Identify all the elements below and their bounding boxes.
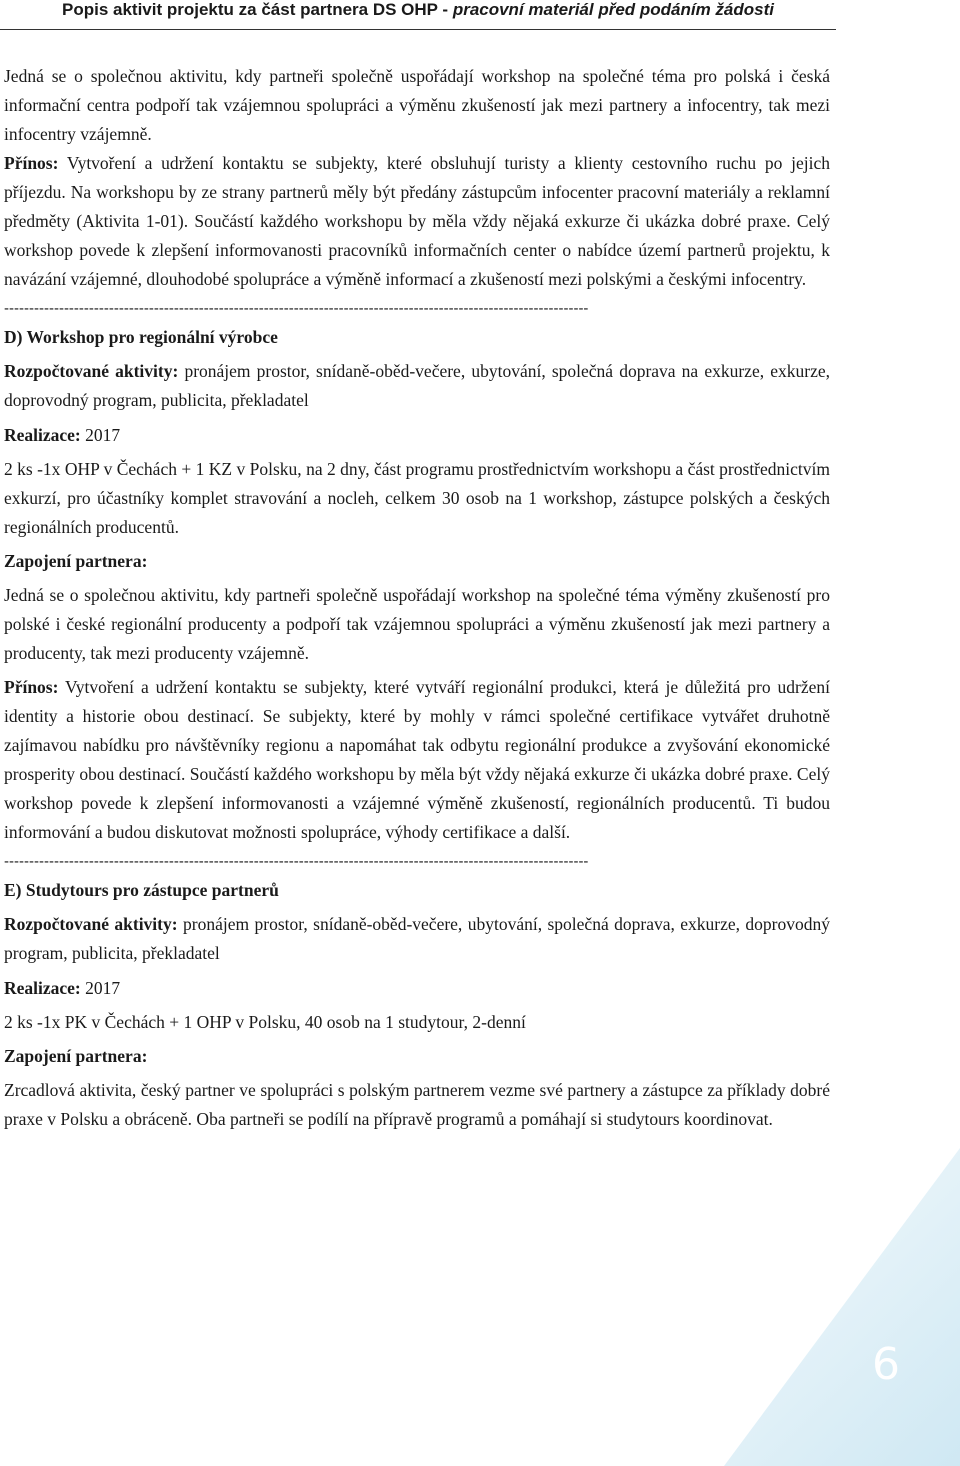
budget-label: Rozpočtované aktivity: bbox=[4, 361, 179, 381]
section-e-budget bbox=[4, 910, 830, 968]
section-d-title: D) Workshop pro regionální výrobce bbox=[4, 327, 278, 347]
section-d-zapojeni-text: Jedná se o společnou aktivitu, kdy partneři společně uspořádají workshop na společné téma výměny zkušeností pro polské i české regionální producenty a podpoří tak vzájemnou spolupráci a výměnu zkušeností jak mezi partnery a producenty, tak mezi producenty vzájemně. bbox=[4, 585, 830, 663]
section-d-realizace bbox=[4, 421, 830, 450]
realizace-label: Realizace: bbox=[4, 978, 81, 998]
page-header bbox=[0, 0, 836, 30]
section-e-realizace bbox=[4, 974, 830, 1003]
realizace-label: Realizace: bbox=[4, 425, 81, 445]
section-d-scope: 2 ks -1x OHP v Čechách + 1 KZ v Polsku, na 2 dny, část programu prostřednictvím workshopu a část prostřednictvím exkurzí, pro účastníky komplet stravování a nocleh, celkem 30 osob na 1 workshop, zástupce polských a českých regionálních producentů. bbox=[4, 459, 830, 537]
section-e-zapojeni-label: Zapojení partnera: bbox=[4, 1046, 148, 1066]
section-e-zapojeni-text: Zrcadlová aktivita, český partner ve spolupráci s polským partnerem vezme své partnery a zástupce za příklady dobré praxe v Polsku a obráceně. Oba partneři se podílí na přípravě programů a pomáhají si studytours koordinovat. bbox=[4, 1080, 830, 1129]
header-subtitle: pracovní materiál před podáním žádosti bbox=[452, 0, 774, 19]
section-separator: --------------------------------------------------------------------------------------------------------------------- bbox=[4, 853, 589, 870]
intro-paragraph: Jedná se o společnou aktivitu, kdy partneři společně uspořádají workshop na společné téma pro polská i česká informační centra podpoří tak vzájemnou spolupráci a výměnu zkušeností jak mezi partnery a infocentry, tak mezi infocentry vzájemně. bbox=[4, 66, 830, 144]
budget-label: Rozpočtované aktivity: bbox=[4, 914, 178, 934]
prinos-text: Vytvoření a udržení kontaktu se subjekty, které vytváří regionální produkci, která je důležitá pro udržení identity a historie obou destinací. Se subjekty, které by mohly v rámci společné certifikace vytvářet druhotně zajímavou nabídku pro návštěvníky regionu a napomáhat tak odbytu regionální produkce a zvyšování ekonomické prosperity obou destinací. Součástí každého workshopu by měla být vždy nějaká exkurze či ukázka dobré praxe. Celý workshop povede k zlepšení informovanosti a vzájemné výměně zkušeností, regionálních producentů. Ti budou informování a budou diskutovat možnosti spolupráce, výhody certifikace a další. bbox=[4, 677, 830, 842]
section-separator: --------------------------------------------------------------------------------------------------------------------- bbox=[4, 300, 589, 317]
realizace-value: 2017 bbox=[80, 425, 121, 445]
header-title: Popis aktivit projektu za část partnera DS OHP - bbox=[62, 0, 453, 19]
intro-prinos-paragraph bbox=[4, 149, 830, 294]
section-d-prinos bbox=[4, 673, 830, 847]
section-e-title: E) Studytours pro zástupce partnerů bbox=[4, 880, 279, 900]
section-d-zapojeni-label: Zapojení partnera: bbox=[4, 551, 148, 571]
budget-text: pronájem prostor, snídaně-oběd-večere, ubytování, společná doprava, exkurze, doprovodný program, publicita, překladatel bbox=[4, 914, 830, 963]
budget-text: pronájem prostor, snídaně-oběd-večere, ubytování, společná doprava na exkurze, exkurze, doprovodný program, publicita, překladatel bbox=[4, 361, 830, 410]
document-body bbox=[4, 62, 830, 1134]
page-corner-decoration bbox=[724, 1148, 960, 1466]
prinos-label: Přínos: bbox=[4, 153, 59, 173]
page-number: 6 bbox=[872, 1339, 900, 1390]
prinos-text: Vytvoření a udržení kontaktu se subjekty, které obsluhují turisty a klienty cestovního ruchu po jejich příjezdu. Na workshopu by ze strany partnerů měly být předány zástupcům infocenter pracovní materiály a reklamní předměty (Aktivita 1-01). Součástí každého workshopu by měla vždy nějaká exkurze či ukázka dobré praxe. Celý workshop povede k zlepšení informovanosti pracovníků informačních center o nabídce území partnerů projektu, k navázání vzájemné, dlouhodobé spolupráce a výměně informací a zkušeností mezi polskými a českými infocentry. bbox=[4, 153, 830, 289]
section-e-scope: 2 ks -1x PK v Čechách + 1 OHP v Polsku, 40 osob na 1 studytour, 2-denní bbox=[4, 1012, 526, 1032]
realizace-value: 2017 bbox=[80, 978, 121, 998]
section-d-budget bbox=[4, 357, 830, 415]
prinos-label: Přínos: bbox=[4, 677, 59, 697]
